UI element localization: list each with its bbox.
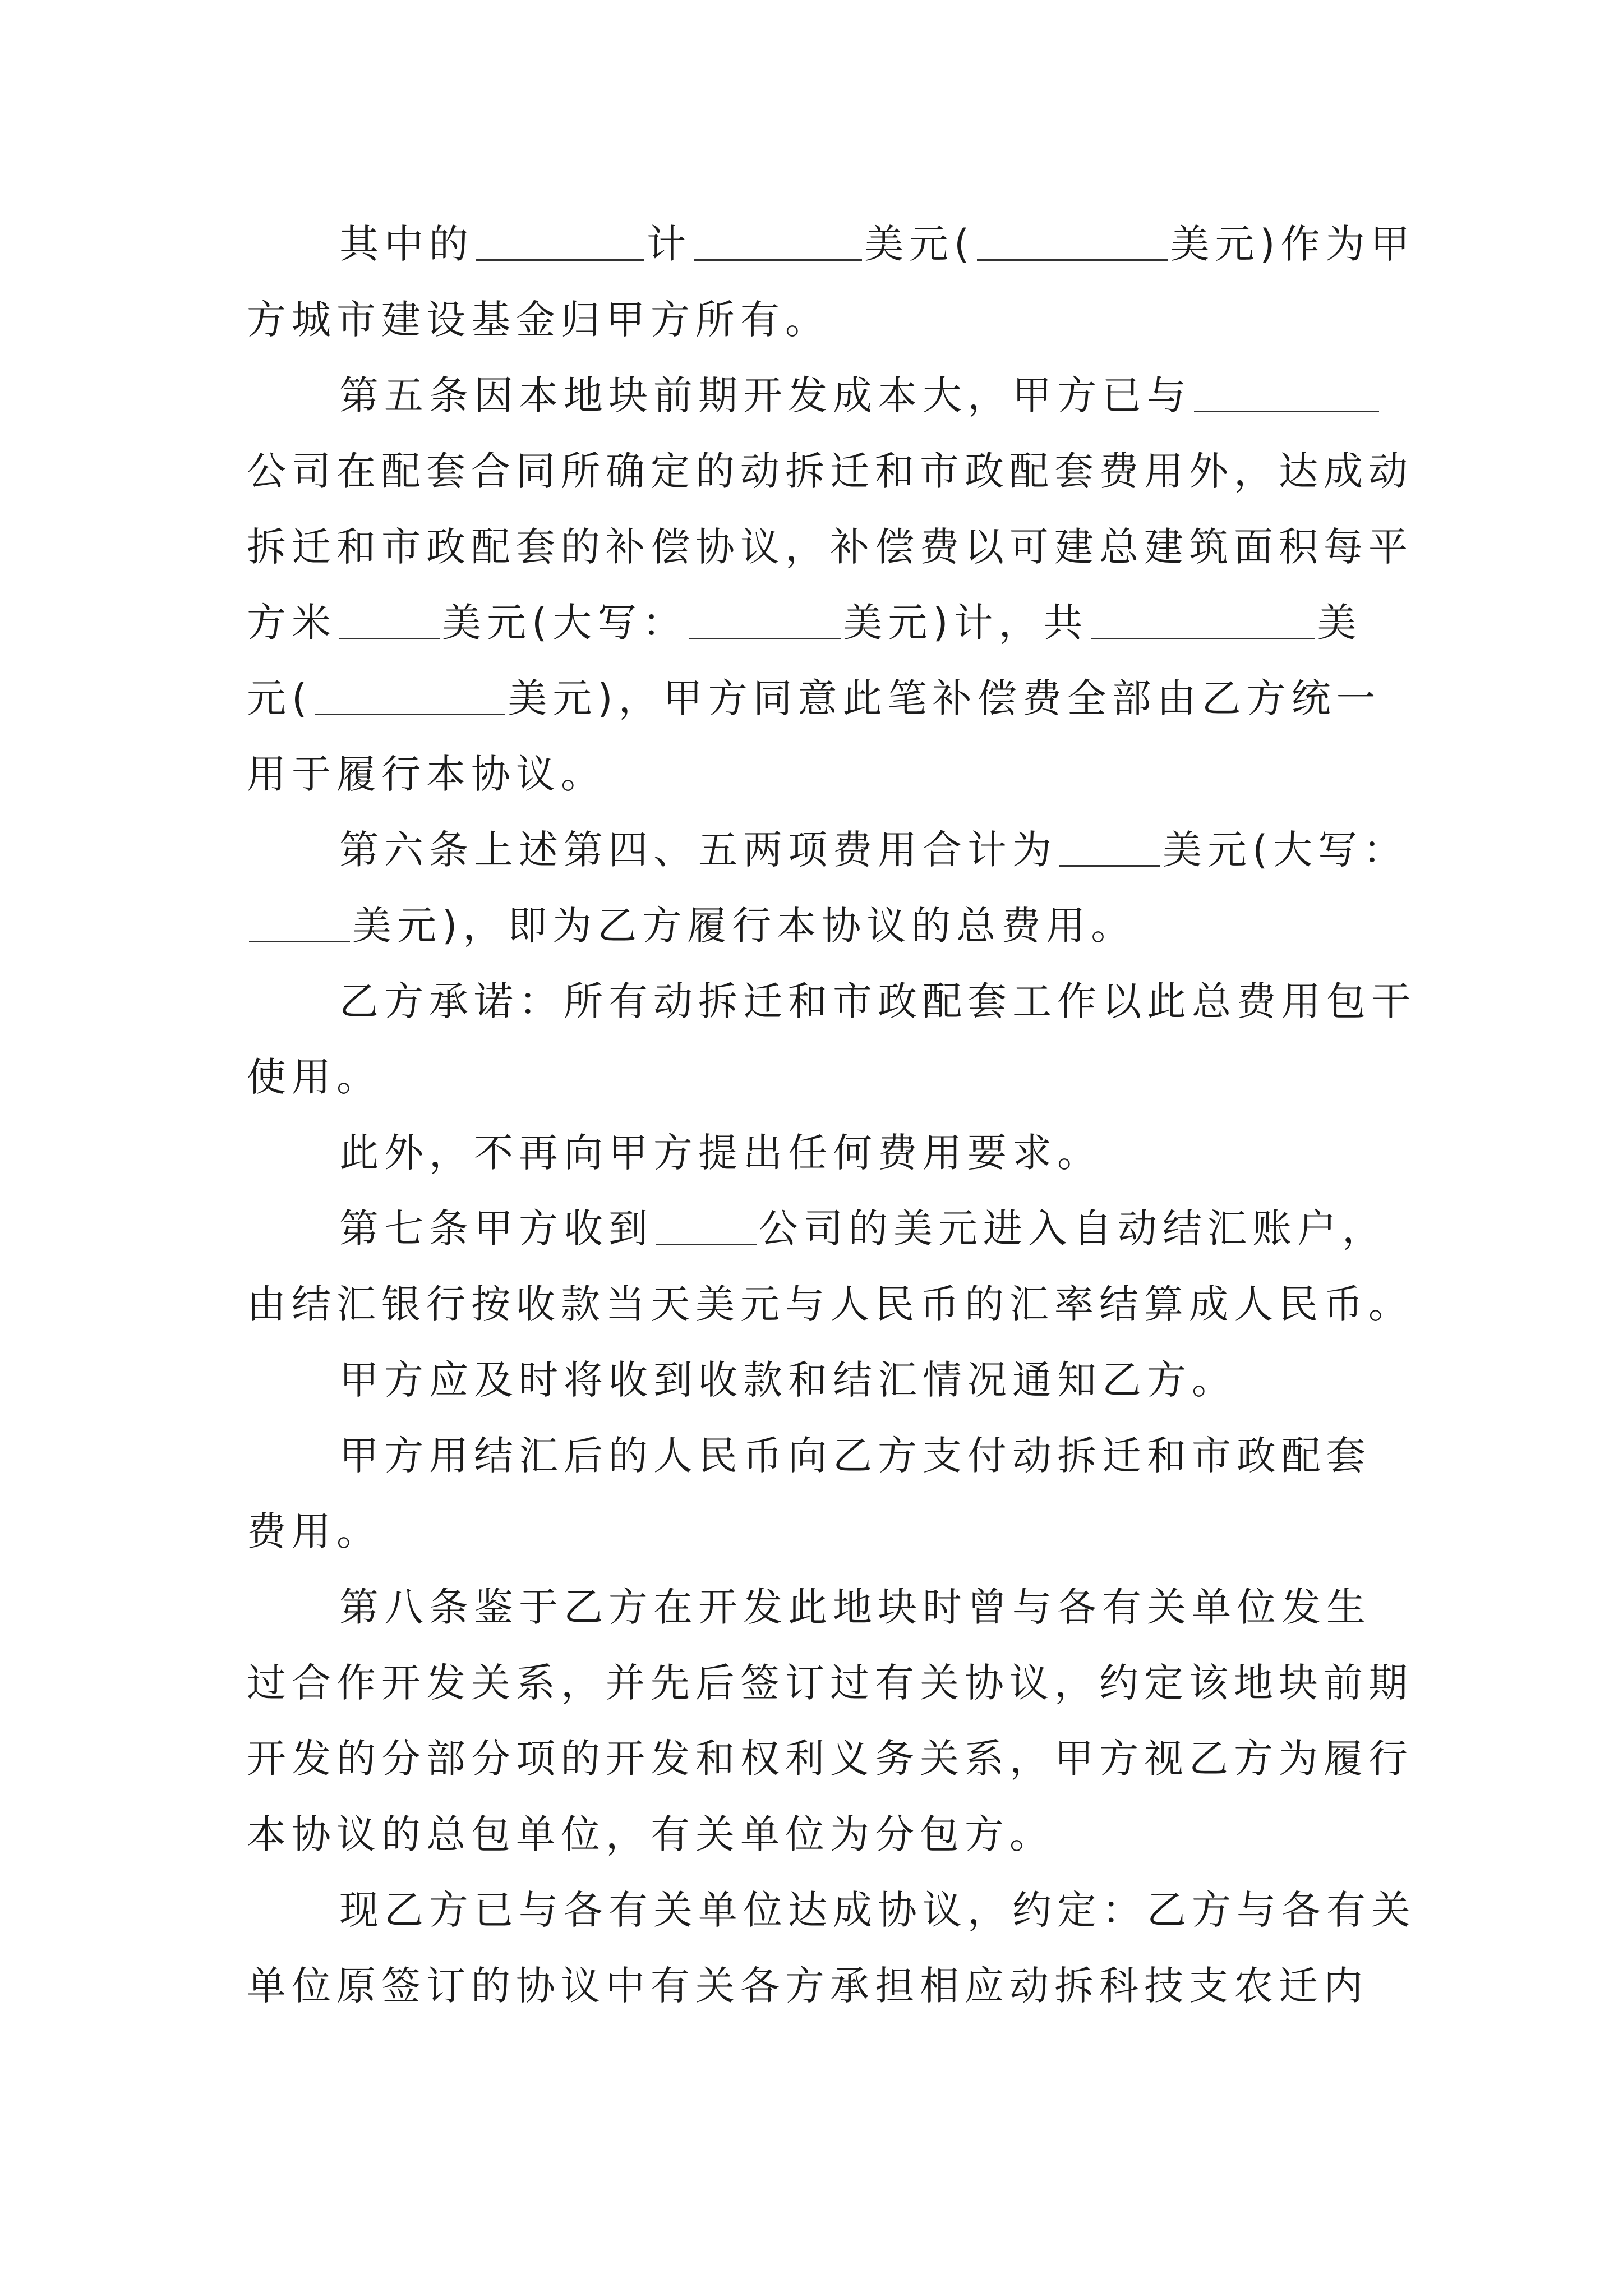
text-line [247,1046,381,1108]
text-line [247,516,1413,578]
text-segment: 第七条甲方收到 [339,1205,653,1251]
text-segment: 拆迁和市政配套的补偿协议，补偿费以可建总建筑面积每平 [247,524,1413,570]
text-line [339,1576,1371,1638]
text-line [247,1652,1413,1714]
text-segment: 由结汇银行按收款当天美元与人民币的汇率结算成人民币。 [247,1281,1413,1327]
text-segment: 第八条鉴于乙方在开发此地块时曾与各有关单位发生 [339,1584,1371,1630]
text-segment: 单位原签订的协议中有关各方承担相应动拆科技支农迁内 [247,1963,1368,2009]
text-line [339,970,1416,1032]
text-line [247,289,830,351]
fill-in-blank [977,220,1168,261]
text-segment: 使用。 [247,1054,381,1100]
fill-in-blank [1059,826,1160,867]
text-segment: 第六条上述第四、五两项费用合计为 [339,827,1057,873]
text-line [339,365,1381,426]
text-segment: 美元( [864,221,975,267]
text-segment: 费用。 [247,1508,381,1554]
text-line [247,440,1413,502]
text-segment: 美元)计，共 [843,600,1089,646]
fill-in-blank [1194,371,1379,412]
text-line [247,668,1381,729]
text-line [247,743,606,805]
text-line [247,1955,1368,2017]
text-line [339,1122,1102,1184]
text-line [339,1425,1371,1487]
fill-in-blank [1091,599,1315,639]
fill-in-blank [315,674,505,715]
text-segment: 甲方用结汇后的人民币向乙方支付动拆迁和市政配套 [339,1433,1371,1479]
text-segment: 此外，不再向甲方提出任何费用要求。 [339,1130,1102,1176]
fill-in-blank [476,220,644,261]
text-line [247,1501,381,1562]
text-segment: 方米 [247,600,336,646]
text-line [247,1273,1413,1335]
text-segment: 美 [1317,600,1362,646]
text-line [247,895,1136,956]
text-segment: 乙方承诺：所有动拆迁和市政配套工作以此总费用包干 [339,978,1416,1024]
text-segment: 用于履行本协议。 [247,751,606,797]
text-segment: 元( [247,675,313,721]
text-segment: 现乙方已与各有关单位达成协议，约定：乙方与各有关 [339,1887,1416,1933]
text-segment: 方城市建设基金归甲方所有。 [247,297,830,343]
text-line [339,213,1415,275]
text-line [339,1879,1416,1941]
text-segment: 过合作开发关系，并先后签订过有关协议，约定该地块前期 [247,1660,1413,1706]
fill-in-blank [689,599,841,639]
text-segment: 其中的 [339,221,474,267]
text-line [339,1198,1387,1259]
fill-in-blank [694,220,862,261]
text-segment: 开发的分部分项的开发和权利义务关系，甲方视乙方为履行 [247,1736,1413,1782]
text-segment: 公司在配套合同所确定的动拆迁和市政配套费用外，达成动 [247,448,1413,494]
text-line [247,1728,1413,1789]
text-segment: 甲方应及时将收到收款和结汇情况通知乙方。 [339,1357,1237,1403]
fill-in-blank [339,599,440,639]
text-segment: 美元)作为甲 [1170,221,1415,267]
text-segment: 美元(大写： [1163,827,1408,873]
text-segment: 本协议的总包单位，有关单位为分包方。 [247,1811,1054,1857]
fill-in-blank [249,901,350,942]
fill-in-blank [656,1204,757,1245]
text-line [339,1349,1237,1411]
text-segment: 美元(大写： [442,600,688,646]
text-segment: 计 [647,221,691,267]
text-line [247,1803,1054,1865]
text-segment: 美元)，即为乙方履行本协议的总费用。 [352,903,1136,949]
text-segment: 第五条因本地块前期开发成本大，甲方已与 [339,372,1192,418]
text-segment: 美元)，甲方同意此笔补偿费全部由乙方统一 [508,675,1381,721]
text-segment: 公司的美元进入自动结汇账户， [759,1205,1387,1251]
text-line [247,592,1362,654]
text-line [339,819,1408,881]
